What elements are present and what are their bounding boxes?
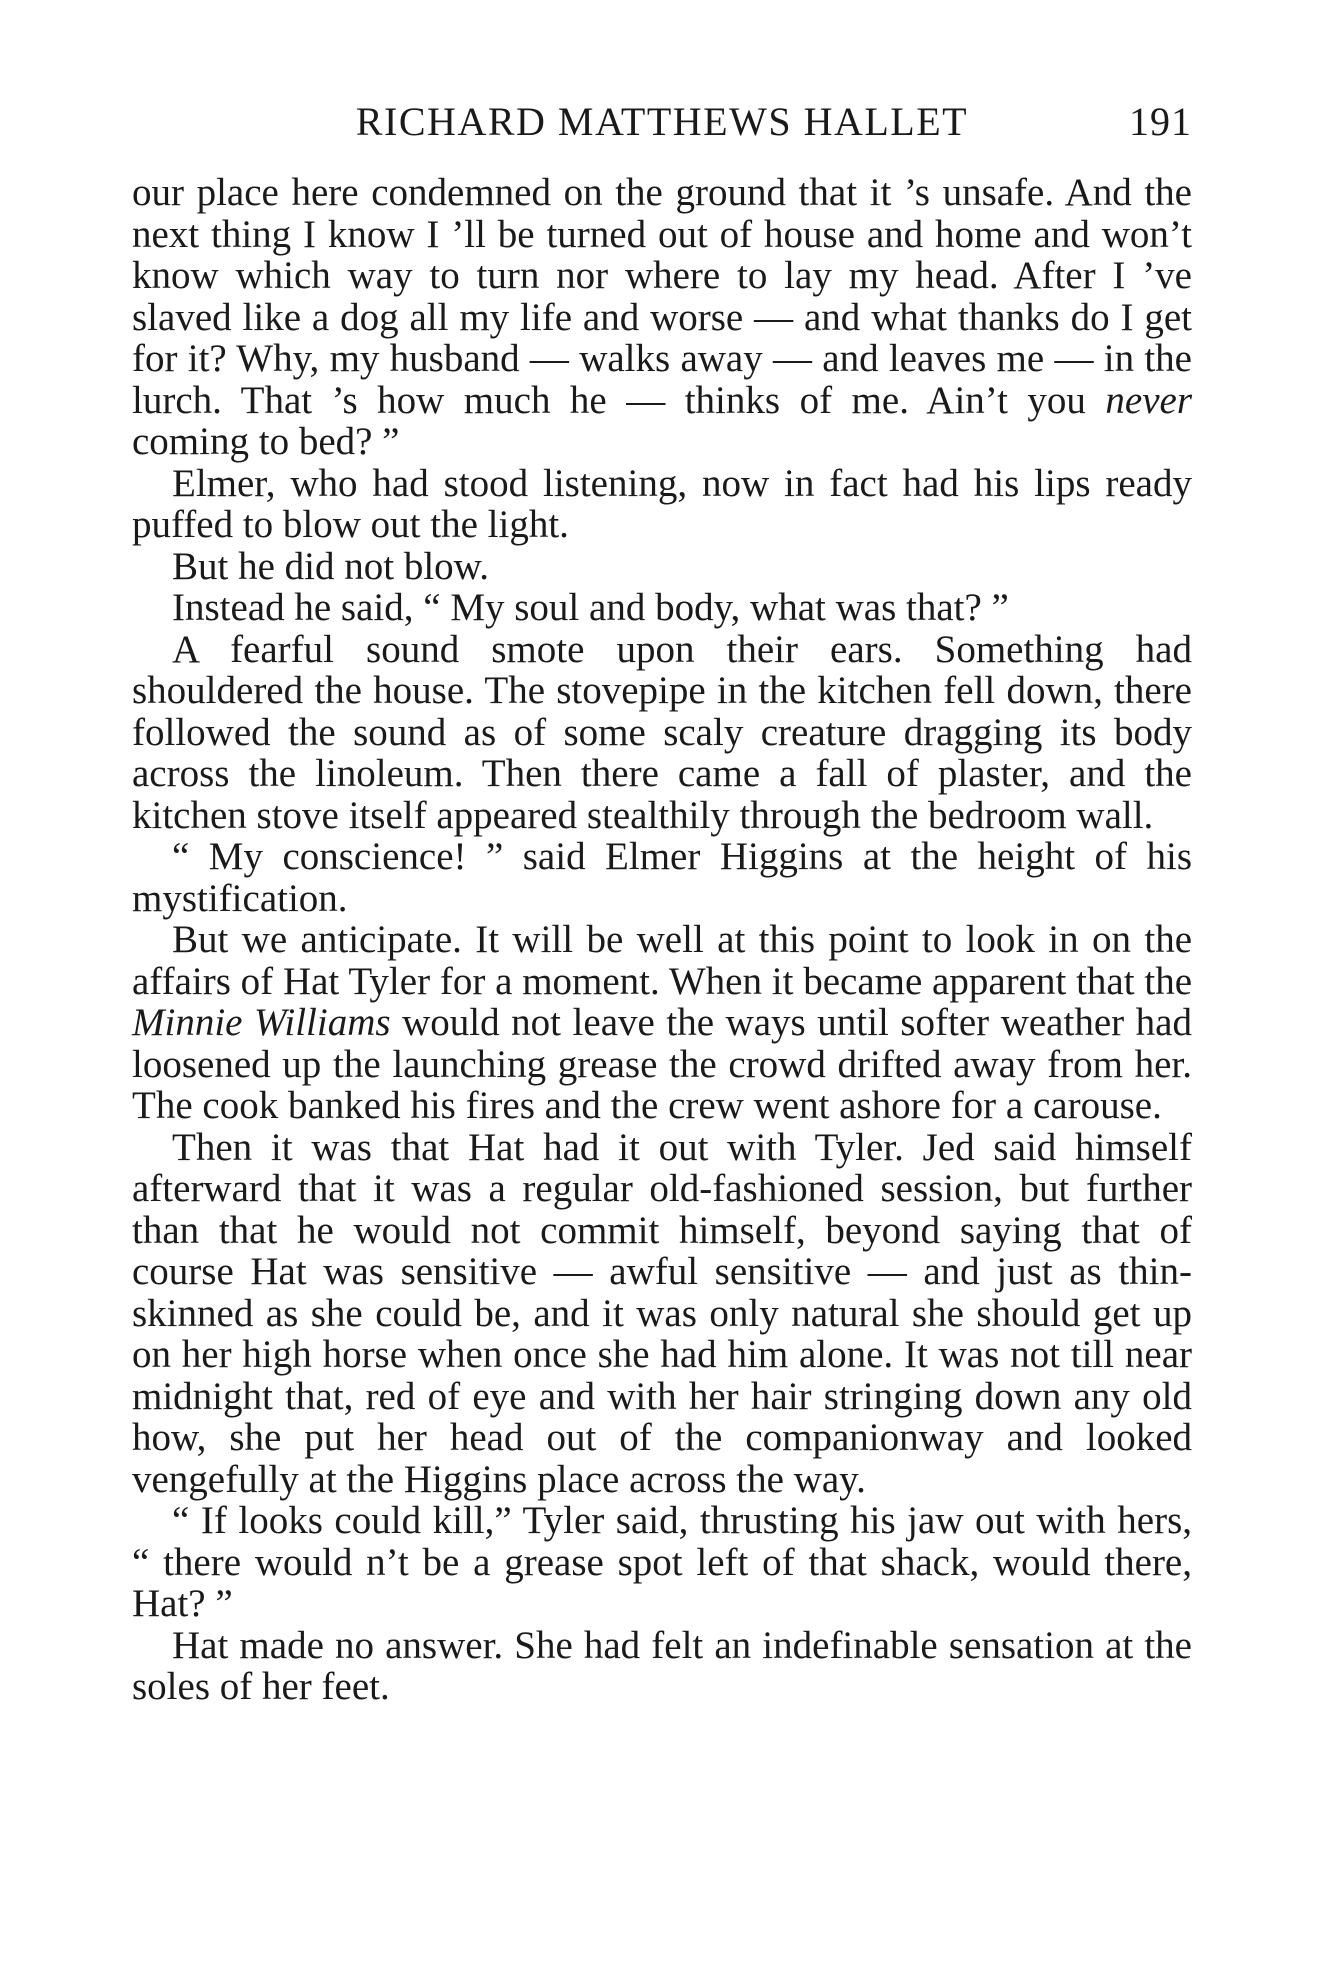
paragraph: our place here condemned on the ground that it ’s unsafe. And the next thing I know I ’ll be turned out of house and home and won’t know which way to turn nor where to lay my head. After I ’ve slaved like a dog all my life and worse — and what thanks do I get for it? Why, my husband — walks away — and leaves me — in the lurch. That ’s how much he — thinks of me. Ain’t you never coming to bed? ”	[132, 171, 1192, 463]
paragraph: Elmer, who had stood listening, now in fact had his lips ready puffed to blow out the light.	[132, 461, 1192, 546]
paragraph: A fearful sound smote upon their ears. Something had shouldered the house. The stovepipe in the kitchen fell down, there followed the sound as of some scaly creature dragging its body across the linoleum. Then there came a fall of plaster, and the kitchen stove itself appeared stealthily through the bedroom wall.	[132, 627, 1192, 837]
paragraph: But we anticipate. It will be well at this point to look in on the affairs of Hat Tyler for a moment. When it became apparent that the Minnie Williams would not leave the ways until softer weather had loosened up the launching grease the crowd drifted away from her. The cook banked his fires and the crew went ashore for a carouse.	[132, 918, 1192, 1127]
paragraph: Then it was that Hat had it out with Tyler. Jed said himself afterward that it was a regular old-fashioned session, but further than that he would not commit himself, beyond saying that of course Hat was sensitive — awful sensitive — and just as thin-skinned as she could be, and it was only natural she should get up on her high horse when once she had him alone. It was not till near midnight that, red of eye and with her hair stringing down any old how, she put her head out of the companionway and looked vengefully at the Higgins place across the way.	[132, 1125, 1192, 1501]
paragraph: Hat made no answer. She had felt an indefinable sensation at the soles of her feet.	[132, 1623, 1192, 1708]
paragraph: “ My conscience! ” said Elmer Higgins at the height of his mystification.	[132, 835, 1192, 920]
paragraph: Instead he said, “ My soul and body, what was that? ”	[172, 586, 1009, 629]
paragraph: “ If looks could kill,” Tyler said, thrusting his jaw out with hers, “ there would n’t be a grease spot left of that shack, would there, Hat? ”	[132, 1499, 1192, 1625]
running-head	[132, 92, 1192, 152]
paragraph: But he did not blow.	[172, 544, 490, 588]
body-text	[132, 172, 1192, 1708]
page-number: 191	[1129, 99, 1192, 144]
running-title: RICHARD MATTHEWS HALLET	[355, 99, 969, 144]
